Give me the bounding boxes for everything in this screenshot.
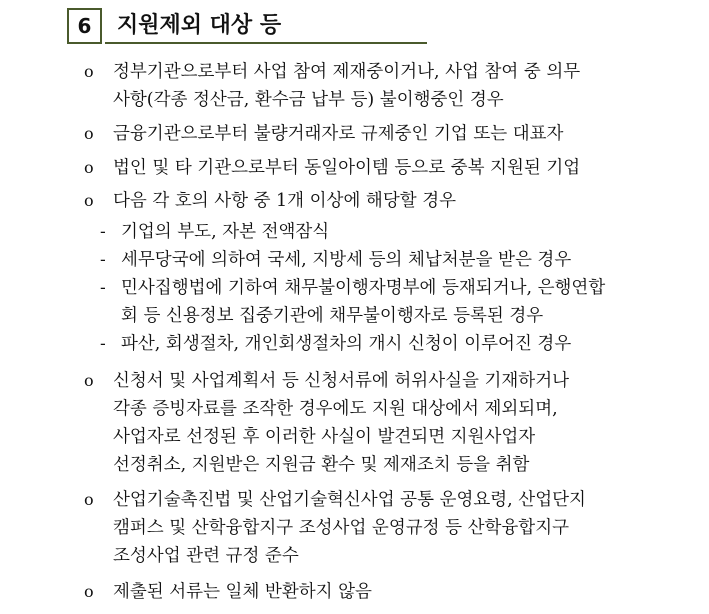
item-line: 제출된 서류는 일체 반환하지 않음	[113, 582, 372, 602]
item-line: 정부기관으로부터 사업 참여 제재중이거나, 사업 참여 중 의무	[113, 62, 581, 82]
circle-bullet: ο	[84, 371, 94, 390]
circle-bullet: ο	[84, 124, 94, 143]
item-line: 산업기술촉진법 및 산업기술혁신사업 공통 운영요령, 산업단지	[113, 490, 586, 510]
item-line: 금융기관으로부터 불량거래자로 규제중인 기업 또는 대표자	[113, 124, 564, 144]
section-title: 지원제외 대상 등	[117, 13, 282, 38]
section-number-box	[67, 8, 102, 44]
item-line: 조성사업 관련 규정 준수	[113, 546, 299, 566]
item-line: 사항(각종 정산금, 환수금 납부 등) 불이행중인 경우	[113, 90, 504, 110]
circle-bullet: ο	[84, 191, 94, 210]
item-line: 사업자로 선정된 후 이러한 사실이 발견되면 지원사업자	[113, 427, 536, 447]
item-line: 법인 및 타 기관으로부터 동일아이템 등으로 중복 지원된 기업	[113, 158, 581, 178]
item-line: 선정취소, 지원받은 지원금 환수 및 제재조치 등을 취함	[113, 455, 530, 475]
circle-bullet: ο	[84, 582, 94, 601]
subitem-line: 민사집행법에 기하여 채무불이행자명부에 등재되거나, 은행연합	[121, 278, 606, 298]
dash-marker: -	[100, 250, 106, 270]
dash-marker: -	[100, 278, 106, 298]
circle-bullet: ο	[84, 490, 94, 509]
subitem-line: 기업의 부도, 자본 전액잠식	[121, 222, 330, 242]
circle-bullet: ο	[84, 158, 94, 177]
item-line: 다음 각 호의 사항 중 1개 이상에 해당할 경우	[113, 191, 457, 211]
item-line: 각종 증빙자료를 조작한 경우에도 지원 대상에서 제외되며,	[113, 399, 558, 419]
circle-bullet: ο	[84, 62, 94, 81]
subitem-line: 회 등 신용정보 집중기관에 채무불이행자로 등록된 경우	[121, 306, 544, 326]
section-number: 6	[77, 14, 92, 38]
dash-marker: -	[100, 334, 106, 354]
subitem-line: 파산, 회생절차, 개인회생절차의 개시 신청이 이루어진 경우	[121, 334, 572, 354]
item-line: 캠퍼스 및 산학융합지구 조성사업 운영규정 등 산학융합지구	[113, 518, 569, 538]
dash-marker: -	[100, 222, 106, 242]
subitem-line: 세무당국에 의하여 국세, 지방세 등의 체납처분을 받은 경우	[121, 250, 572, 270]
item-line: 신청서 및 사업계획서 등 신청서류에 허위사실을 기재하거나	[113, 371, 569, 391]
